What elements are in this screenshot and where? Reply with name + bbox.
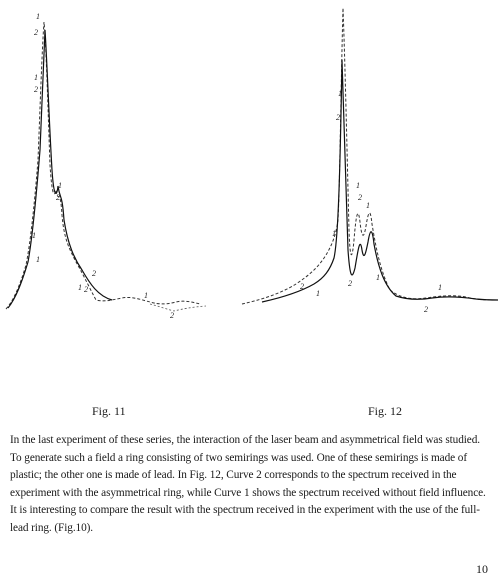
paragraph-text: In the last experiment of these series, the interaction of the laser beam and asymmetrical field was studied. To generate such a field a ring consisting of two semirings was used. One of these semirings is made of plastic; the other one is made of lead. In Fig. 12, Curve 2 corresponds to the spectrum received in the experiment with the asymmetrical ring, while Curve 1 shows the spectrum received without field influence. It is interesting to compare the result with the spectrum received in the experiment with the use of the full-lead ring. (Fig.10). (10, 434, 486, 534)
curve-label: 2 (336, 113, 340, 122)
curve-label: 1 (376, 273, 380, 282)
curve-label: 2 (84, 285, 88, 294)
page-number: 10 (476, 562, 488, 576)
curve-label: 1 (366, 201, 370, 210)
curve-label: 2 (56, 193, 60, 202)
curve-label: 1 (438, 283, 442, 292)
figure-12-caption: Fig. 12 (368, 404, 403, 418)
curve-label: 2 (358, 193, 362, 202)
fig12-plot (242, 8, 498, 314)
curve-label: 1 (36, 255, 40, 264)
curve-label: 1 (34, 73, 38, 82)
curve-label: 1 (356, 181, 360, 190)
figure-11-caption: Fig. 11 (92, 404, 126, 418)
curve-label: 1 (316, 289, 320, 298)
curve-label: 1 (32, 231, 36, 240)
curve-label: 1 (36, 12, 40, 21)
fig12-curve-1 (242, 8, 498, 304)
curve-label: 1 (338, 89, 342, 98)
curve-label: 2 (170, 311, 174, 320)
body-paragraph (10, 432, 494, 538)
fig12-curve-2 (262, 60, 498, 302)
fig11-curve-2 (8, 30, 112, 308)
curve-label: 2 (34, 85, 38, 94)
curve-label: 2 (348, 279, 352, 288)
curve-label: 2 (300, 282, 304, 291)
fig11-tail (150, 304, 206, 311)
fig11-curve-1 (6, 22, 200, 309)
fig11-plot (6, 12, 206, 320)
curve-label: 1 (78, 283, 82, 292)
curve-label: 2 (92, 269, 96, 278)
curve-label: 2 (34, 28, 38, 37)
curve-label: 1 (58, 181, 62, 190)
curve-label: 2 (424, 305, 428, 314)
curve-label: 1 (144, 291, 148, 300)
curve-label: 1 (332, 229, 336, 238)
